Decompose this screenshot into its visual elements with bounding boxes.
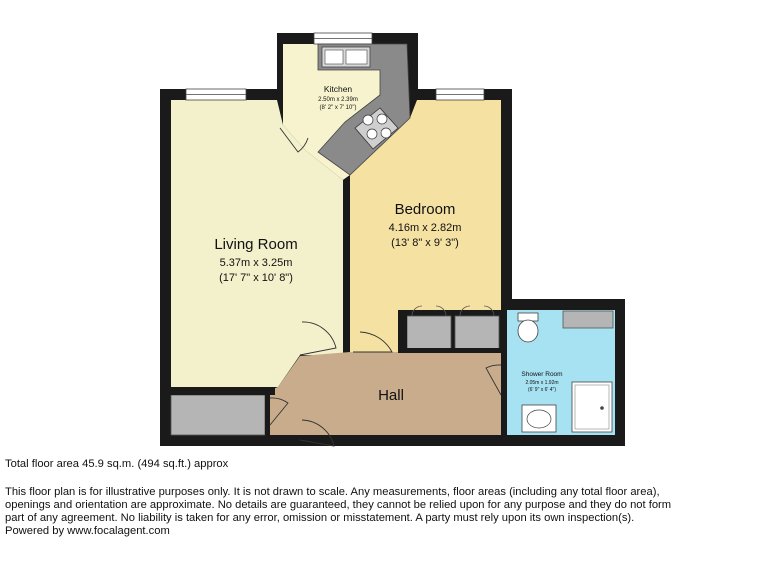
disclaimer	[5, 486, 767, 538]
shower-tray-icon	[572, 382, 612, 432]
living-room-name: Living Room	[214, 236, 298, 253]
kitchen-label	[318, 84, 358, 111]
total-floor-area: Total floor area 45.9 sq.m. (494 sq.ft.) approx	[5, 458, 229, 470]
living-room-label	[214, 236, 297, 284]
hall-name: Hall	[378, 387, 404, 404]
disclaimer-line: openings and orientation are approximate. No details are guaranteed, they cannot be relied upon for any purpose and they do not form	[5, 499, 672, 511]
bedroom-metric: 4.16m x 2.82m	[388, 222, 462, 234]
kitchen-imperial: (8' 2" x 7' 10")	[319, 105, 357, 111]
shower-room-imperial: (6' 9" x 6' 4")	[528, 387, 556, 393]
basin-icon	[522, 405, 556, 432]
bedroom-label	[389, 201, 462, 249]
hall-label	[378, 387, 404, 404]
powered-by: Powered by www.focalagent.com	[5, 525, 170, 537]
living-room-cupboard	[171, 395, 265, 435]
kitchen-sink	[322, 47, 370, 67]
kitchen-metric: 2.50m x 2.39m	[318, 97, 358, 103]
bedroom-name: Bedroom	[394, 201, 456, 218]
disclaimer-line: This floor plan is for illustrative purposes only. It is not drawn to scale. Any measurements, floor areas (including any total floor area),	[5, 486, 660, 498]
toilet-icon	[518, 313, 538, 342]
shower-room-metric: 2.05m x 1.92m	[525, 380, 559, 386]
shower-room-name: Shower Room	[521, 371, 563, 378]
living-room-metric: 5.37m x 3.25m	[219, 257, 293, 269]
kitchen-name: Kitchen	[323, 84, 353, 94]
bedroom-imperial: (13' 8" x 9' 3")	[391, 237, 459, 249]
disclaimer-line: part of any agreement. No liability is taken for any error, omission or misstatement. A party must rely upon its own inspection(s).	[5, 512, 635, 524]
living-room-imperial: (17' 7" x 10' 8")	[219, 272, 293, 284]
